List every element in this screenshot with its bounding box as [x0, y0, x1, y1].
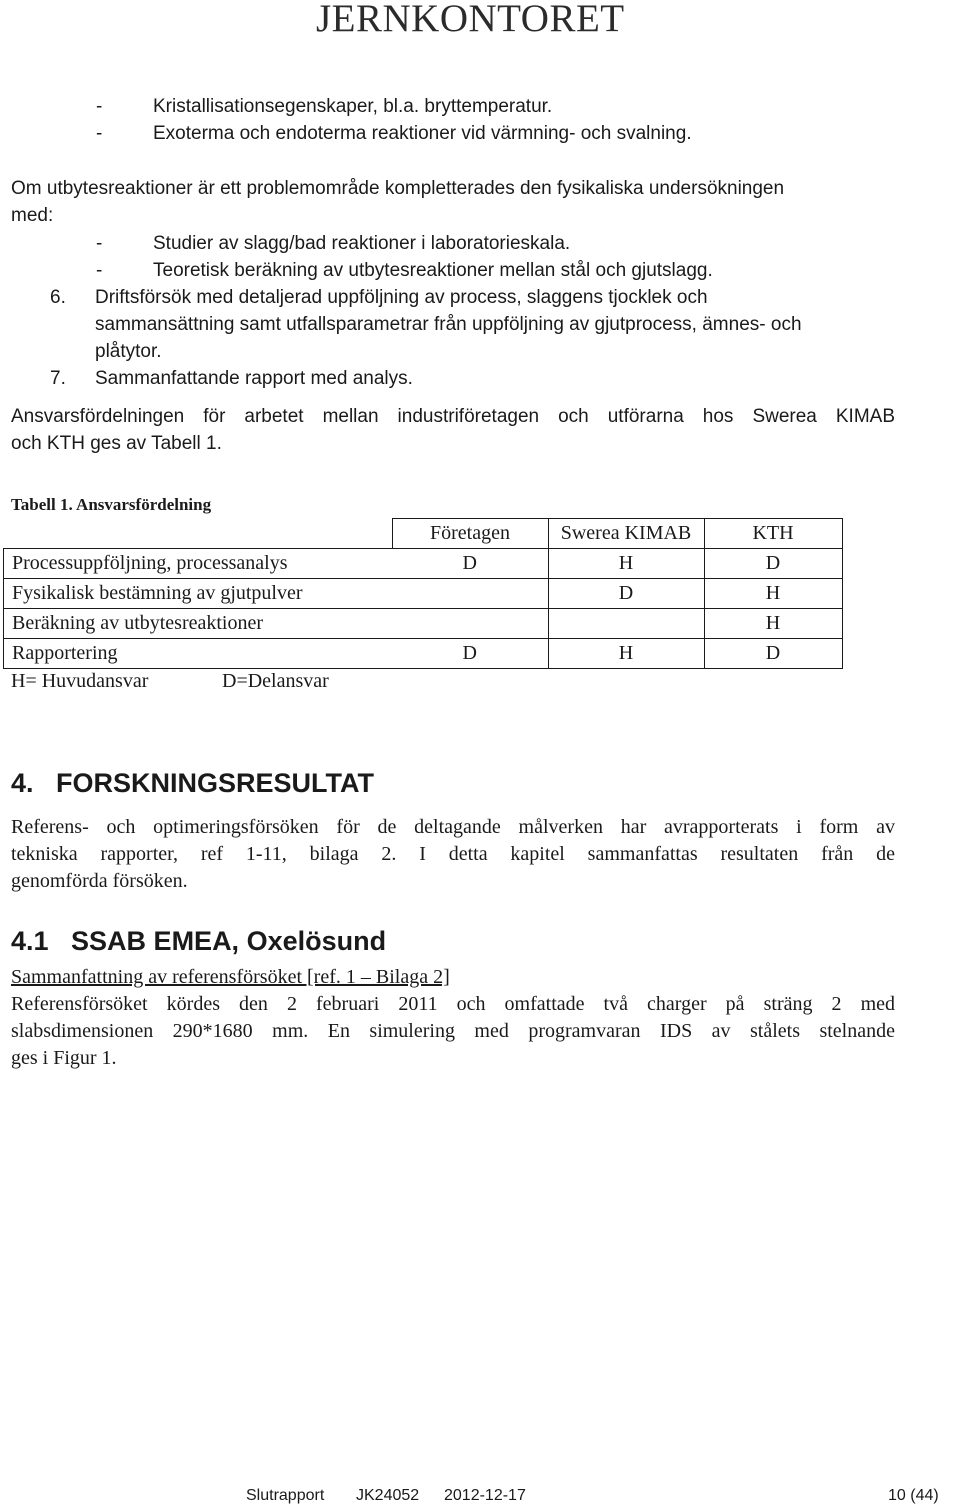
bullet-dash: -	[96, 96, 103, 117]
list-item-continuation: plåtytor.	[95, 341, 162, 362]
paragraph-line: och KTH ges av Tabell 1.	[11, 433, 222, 454]
paragraph-line: Referensförsöket kördes den 2 februari 2011 och omfattade två charger på sträng 2 med	[11, 993, 895, 1015]
footer-doc-type: Slutrapport	[246, 1487, 325, 1504]
footer-doc-id: JK24052	[356, 1487, 420, 1504]
list-item: Exoterma och endoterma reaktioner vid värmning- och svalning.	[153, 123, 692, 144]
subsection-heading: 4.1 SSAB EMEA, Oxelösund	[11, 926, 387, 956]
list-item: Teoretisk beräkning av utbytesreaktioner mellan stål och gjutslagg.	[153, 260, 713, 281]
bullet-dash: -	[96, 233, 103, 254]
table-cell	[392, 579, 548, 609]
table-cell: D	[548, 579, 704, 609]
table-header-row	[4, 519, 843, 549]
list-number: 6.	[50, 287, 66, 308]
table-cell: H	[548, 639, 704, 669]
paragraph-line: Om utbytesreaktioner är ett problemområde kompletterades den fysikaliska undersökningen	[11, 178, 785, 199]
list-item: Studier av slagg/bad reaktioner i laboratorieskala.	[153, 233, 571, 254]
paragraph-line: Ansvarsfördelningen för arbetet mellan industriföretagen och utförarna hos Swerea KIMAB	[11, 406, 895, 427]
list-item: Sammanfattande rapport med analys.	[95, 368, 413, 389]
paragraph-line: med:	[11, 205, 54, 226]
paragraph-line: tekniska rapporter, ref 1-11, bilaga 2. I detta kapitel sammanfattas resultaten från de	[11, 843, 895, 865]
bullet-dash: -	[96, 260, 103, 281]
column-header: Företagen	[392, 519, 548, 549]
table-cell	[392, 609, 548, 639]
list-item: Driftsförsök med detaljerad uppföljning av process, slaggens tjocklek och	[95, 287, 708, 308]
row-label: Processuppföljning, processanalys	[4, 549, 393, 579]
row-label: Beräkning av utbytesreaktioner	[4, 609, 393, 639]
table-caption: Tabell 1. Ansvarsfördelning	[11, 495, 212, 514]
bullet-dash: -	[96, 123, 103, 144]
responsibility-table	[3, 518, 843, 669]
legend-main: H= Huvudansvar	[11, 670, 149, 692]
column-header: KTH	[704, 519, 842, 549]
row-label: Fysikalisk bestämning av gjutpulver	[4, 579, 393, 609]
underlined-subheading: Sammanfattning av referensförsöket [ref. 1 – Bilaga 2]	[11, 966, 450, 988]
table-row	[4, 609, 843, 639]
table-cell: D	[704, 639, 842, 669]
table-cell: H	[548, 549, 704, 579]
row-label: Rapportering	[4, 639, 393, 669]
table-cell: H	[704, 579, 842, 609]
legend-partial: D=Delansvar	[222, 670, 329, 692]
list-item: Kristallisationsegenskaper, bl.a. bryttemperatur.	[153, 96, 553, 117]
table-cell: D	[392, 639, 548, 669]
table-cell: D	[704, 549, 842, 579]
list-number: 7.	[50, 368, 66, 389]
paragraph-line: ges i Figur 1.	[11, 1047, 117, 1069]
footer-date: 2012-12-17	[444, 1487, 526, 1504]
table-corner	[4, 519, 393, 549]
table-cell: H	[704, 609, 842, 639]
footer-page-number: 10 (44)	[888, 1487, 939, 1504]
jernkontoret-logo: JERNKONTORET	[316, 0, 625, 40]
column-header: Swerea KIMAB	[548, 519, 704, 549]
list-item-continuation: sammansättning samt utfallsparametrar från uppföljning av gjutprocess, ämnes- och	[95, 314, 802, 335]
table-row	[4, 639, 843, 669]
paragraph-line: Referens- och optimeringsförsöken för de deltagande målverken har avrapporterats i form av	[11, 816, 895, 838]
paragraph-line: slabsdimensionen 290*1680 mm. En simulering med programvaran IDS av stålets stelnande	[11, 1020, 895, 1042]
section-heading: 4. FORSKNINGSRESULTAT	[11, 768, 375, 798]
paragraph-line: genomförda försöken.	[11, 870, 188, 892]
table-cell	[548, 609, 704, 639]
table-cell: D	[392, 549, 548, 579]
table-row	[4, 579, 843, 609]
table-row	[4, 549, 843, 579]
